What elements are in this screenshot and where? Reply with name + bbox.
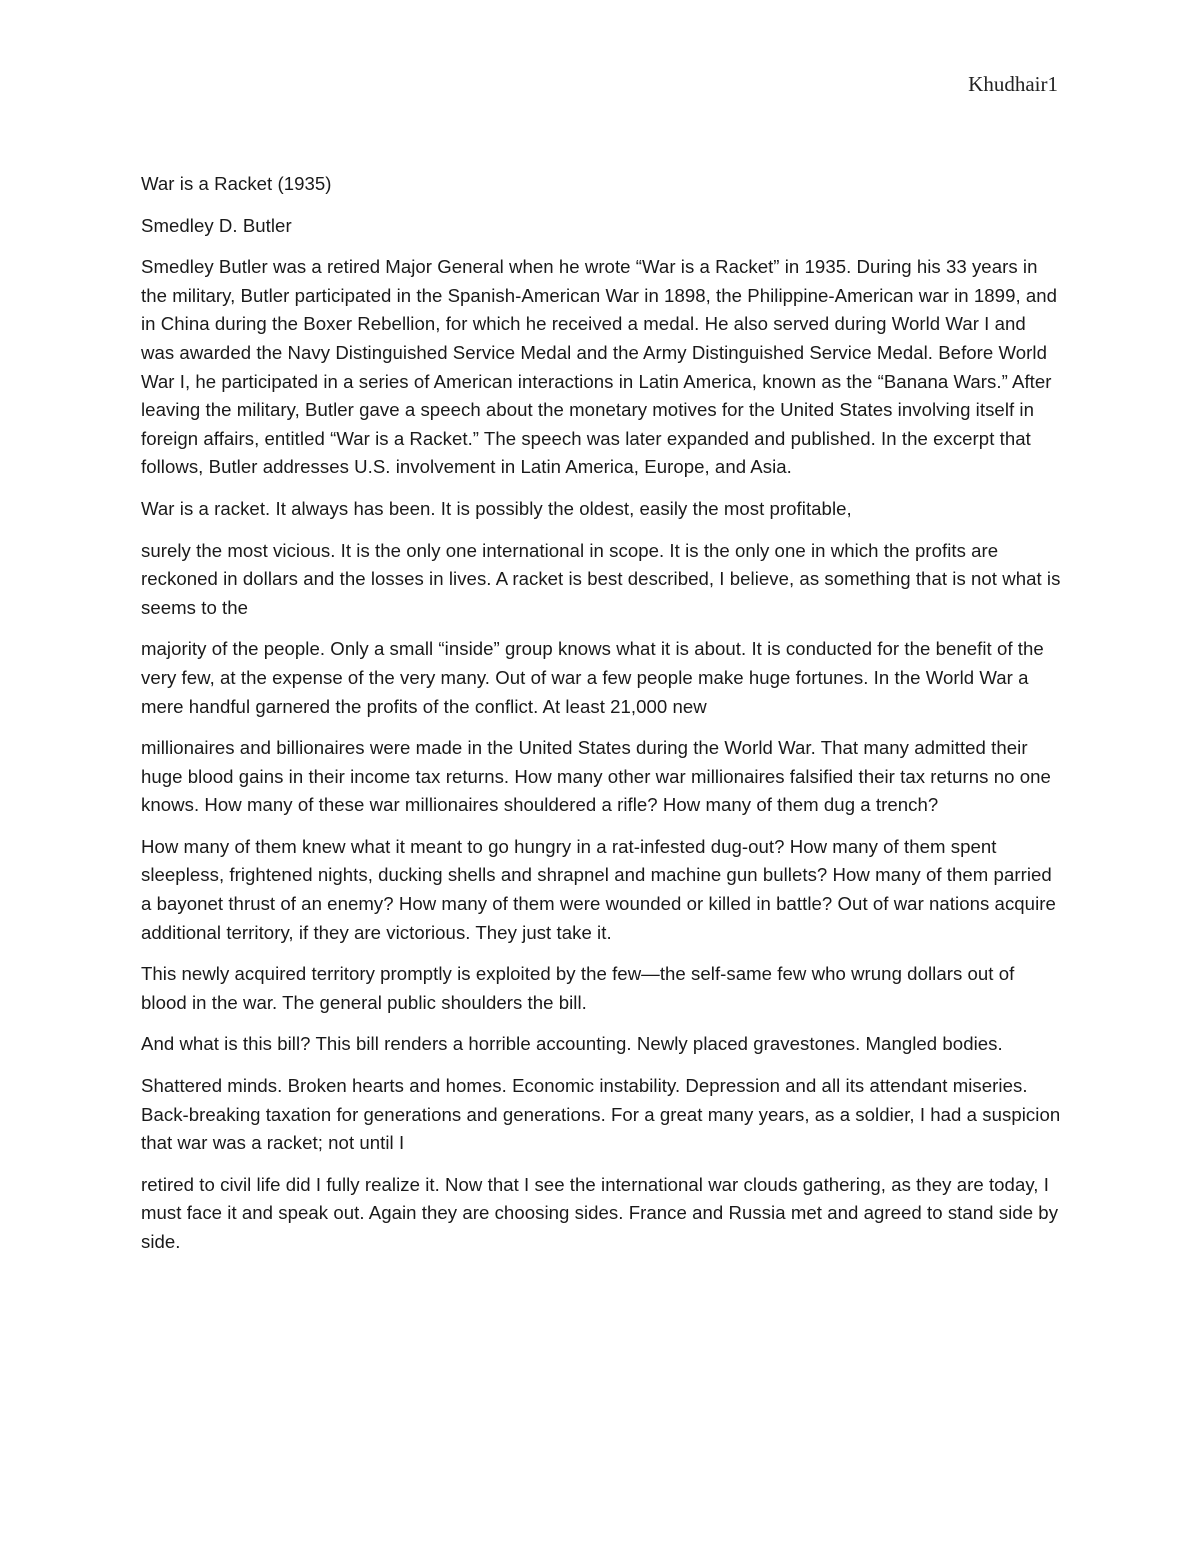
- body-paragraph: millionaires and billionaires were made in the United States during the World War. That many admitted their huge blood gains in their income tax returns. How many other war millionaires falsified their tax returns no one knows. How many of these war millionaires shouldered a rifle? How many of them dug a trench?: [141, 737, 1051, 816]
- body-paragraph: And what is this bill? This bill renders a horrible accounting. Newly placed gravestones. Mangled bodies.: [141, 1033, 1003, 1055]
- body-paragraph: War is a racket. It always has been. It is possibly the oldest, easily the most profitable,: [141, 497, 852, 519]
- intro-paragraph: Smedley Butler was a retired Major General when he wrote “War is a Racket” in 1935. During his 33 years in the military, Butler participated in the Spanish-American War in 1898, the Philippine-American war in 1899, and in China during the Boxer Rebellion, for which he received a medal. He also served during World War I and was awarded the Navy Distinguished Service Medal and the Army Distinguished Service Medal. Before World War I, he participated in a series of American interactions in Latin America, known as the “Banana Wars.” After leaving the military, Butler gave a speech about the monetary motives for the United States involving itself in foreign affairs, entitled “War is a Racket.” The speech was later expanded and published. In the excerpt that follows, Butler addresses U.S. involvement in Latin America, Europe, and Asia.: [141, 256, 1058, 478]
- body-paragraph: surely the most vicious. It is the only one international in scope. It is the only one in which the profits are reckoned in dollars and the losses in lives. A racket is best described, I believe, as something that is not what is seems to the: [141, 539, 1061, 618]
- body-paragraph: This newly acquired territory promptly is exploited by the few—the self-same few who wrung dollars out of blood in the war. The general public shoulders the bill.: [141, 963, 1015, 1013]
- body-paragraph: majority of the people. Only a small “inside” group knows what it is about. It is conducted for the benefit of the very few, at the expense of the very many. Out of war a few people make huge fortunes. In the World War a mere handful garnered the profits of the conflict. At least 21,000 new: [141, 638, 1044, 717]
- document-author: Smedley D. Butler: [141, 214, 292, 236]
- body-paragraph: Shattered minds. Broken hearts and homes. Economic instability. Depression and all its attendant miseries. Back-breaking taxation for generations and generations. For a great many years, as a soldier, I had a suspicion that war was a racket; not until I: [141, 1075, 1061, 1154]
- running-header: Khudhair1: [968, 72, 1058, 96]
- document-body: [141, 170, 1061, 1270]
- body-paragraph: retired to civil life did I fully realize it. Now that I see the international war clouds gathering, as they are today, I must face it and speak out. Again they are choosing sides. France and Russia met and agreed to stand side by side.: [141, 1173, 1059, 1252]
- body-paragraph: How many of them knew what it meant to go hungry in a rat-infested dug-out? How many of them spent sleepless, frightened nights, ducking shells and shrapnel and machine gun bullets? How many of them parried a bayonet thrust of an enemy? How many of them were wounded or killed in battle? Out of war nations acquire additional territory, if they are victorious. They just take it.: [141, 835, 1056, 943]
- document-title: War is a Racket (1935): [141, 173, 332, 194]
